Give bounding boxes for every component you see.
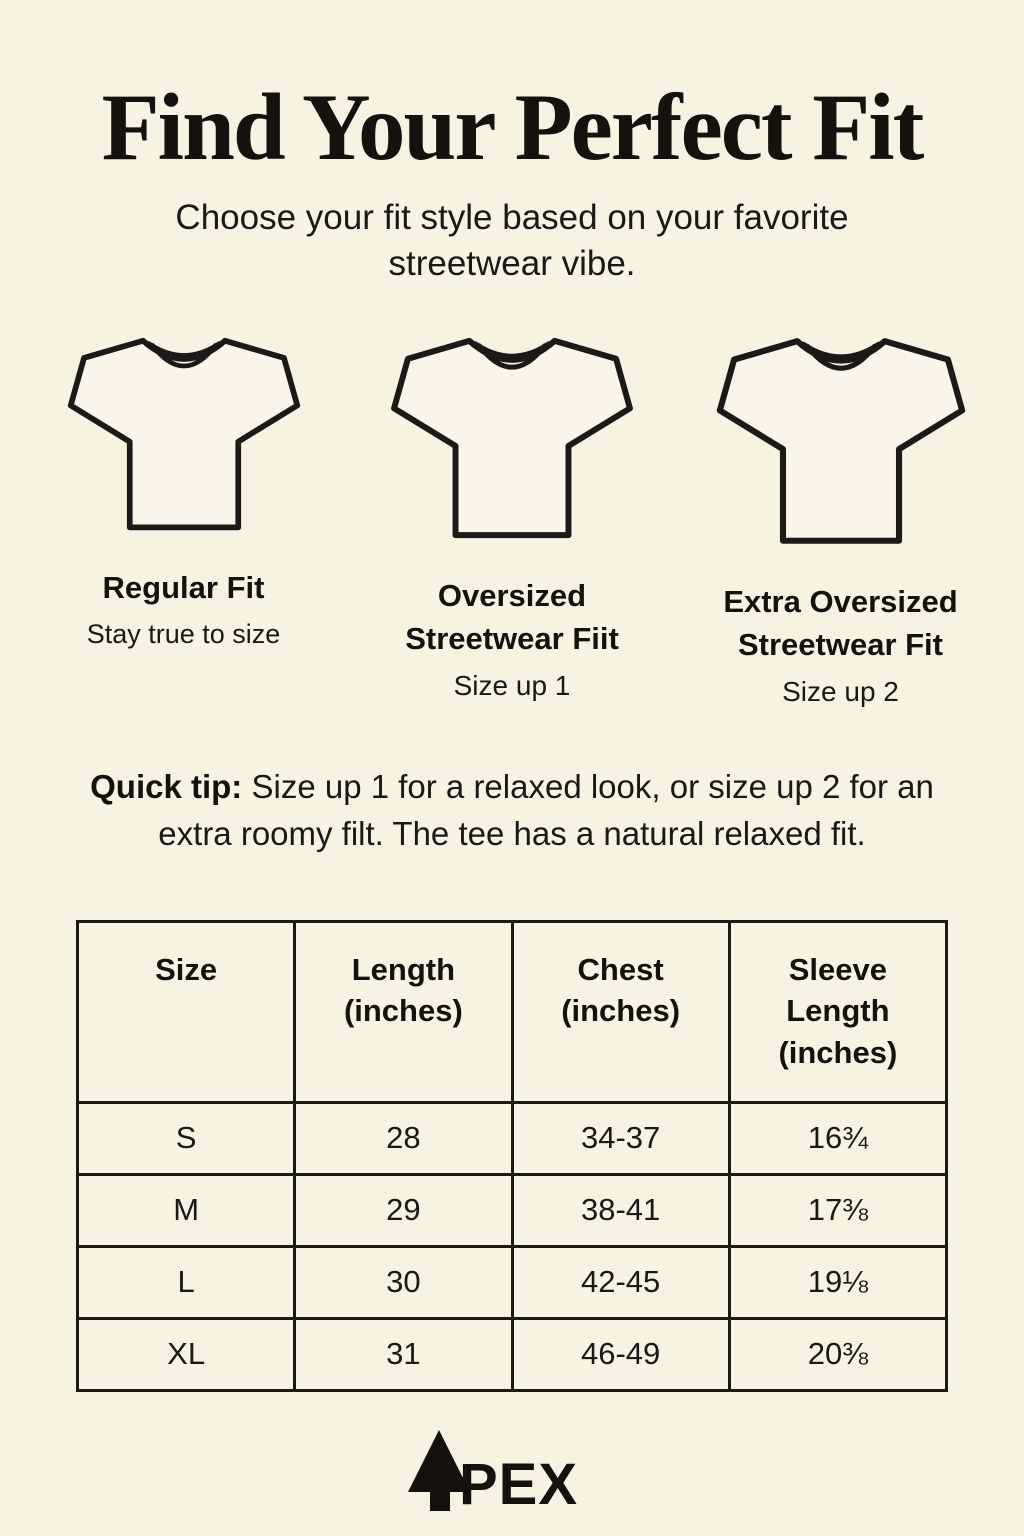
cell-size: M [78, 1174, 295, 1246]
fit-option-oversized [353, 329, 671, 704]
cell-length: 28 [295, 1102, 512, 1174]
cell-sleeve: 20⅜ [729, 1318, 946, 1390]
cell-length: 30 [295, 1246, 512, 1318]
cell-length: 29 [295, 1174, 512, 1246]
fit-options-row [25, 329, 1000, 710]
cell-chest: 46-49 [512, 1318, 729, 1390]
fit-option-regular [25, 329, 343, 652]
fit-note: Size up 1 [453, 669, 571, 701]
quick-tip-text: Size up 1 for a relaxed look, or size up 2 for an extra roomy filt. The tee has a natural relaxed fit. [158, 767, 934, 852]
table-header-row [78, 921, 947, 1102]
size-chart-table [76, 920, 948, 1392]
fit-name: Oversized Streetwear Fiit [405, 577, 619, 656]
cell-sleeve: 17⅜ [729, 1174, 946, 1246]
cell-chest: 42-45 [512, 1246, 729, 1318]
quick-tip-label: Quick tip: [90, 767, 243, 805]
page-subtitle: Choose your fit style based on your favorite streetwear vibe. [175, 197, 849, 283]
cell-size: L [78, 1246, 295, 1318]
cell-sleeve: 19⅛ [729, 1246, 946, 1318]
brand-logo [404, 1426, 620, 1518]
table-row-l [78, 1246, 947, 1318]
cell-sleeve: 16¾ [729, 1102, 946, 1174]
table-row-xl [78, 1318, 947, 1390]
tshirt-outline-icon [713, 329, 969, 555]
fit-note: Stay true to size [86, 618, 281, 649]
cell-size: S [78, 1102, 295, 1174]
fit-name: Regular Fit [102, 569, 265, 605]
cell-chest: 38-41 [512, 1174, 729, 1246]
table-row-m [78, 1174, 947, 1246]
col-header-length: Length (inches) [295, 921, 512, 1102]
tshirt-outline-icon [388, 329, 636, 549]
quick-tip [65, 764, 960, 858]
tshirt-outline-icon [65, 329, 303, 541]
fit-option-extra-oversized [682, 329, 1000, 710]
cell-length: 31 [295, 1318, 512, 1390]
page-title: Find Your Perfect Fit [101, 74, 923, 180]
fit-note: Size up 2 [782, 675, 899, 707]
logo-wordmark: PEX [459, 1451, 579, 1517]
col-header-size: Size [78, 921, 295, 1102]
col-header-chest: Chest (inches) [512, 921, 729, 1102]
triangle-tree-a-icon [404, 1426, 620, 1518]
table-row-s [78, 1102, 947, 1174]
col-header-sleeve-length: Sleeve Length (inches) [729, 921, 946, 1102]
cell-chest: 34-37 [512, 1102, 729, 1174]
cell-size: XL [78, 1318, 295, 1390]
fit-name: Extra Oversized Streetwear Fit [723, 583, 958, 662]
